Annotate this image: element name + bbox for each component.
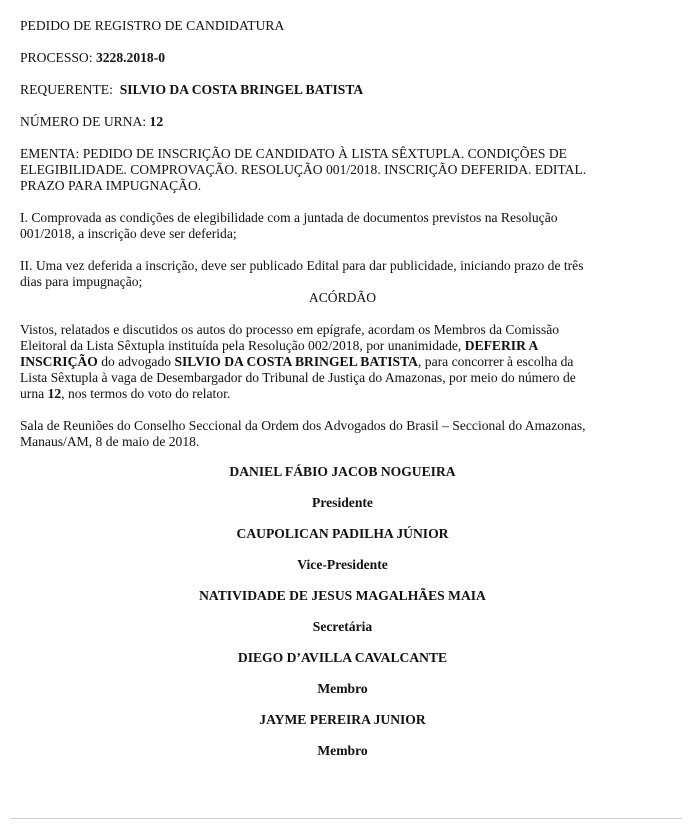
- item-one-line: 001/2018, a inscrição deve ser deferida;: [20, 226, 237, 241]
- bottom-divider: [10, 818, 682, 819]
- item-one: [20, 210, 665, 242]
- requerente-name: SILVIO DA COSTA BRINGEL BATISTA: [119, 82, 364, 97]
- sala-block: [20, 418, 665, 450]
- sala-line: Sala de Reuniões do Conselho Seccional da Ordem dos Advogados do Brasil – Seccional do Amazonas,: [20, 418, 586, 433]
- sala-line: Manaus/AM, 8 de maio de 2018.: [20, 434, 200, 449]
- requerente-label: REQUERENTE:: [20, 82, 113, 97]
- urna-line: [20, 114, 665, 130]
- signatory-role: Membro: [317, 681, 368, 696]
- acordao-line: Lista Sêxtupla à vaga de Desembargador do Tribunal de Justiça do Amazonas, por meio do número de: [20, 370, 576, 385]
- signatory-name: DIEGO D’AVILLA CAVALCANTE: [237, 650, 448, 665]
- ementa-block: [20, 146, 665, 194]
- acordao-line: Vistos, relatados e discutidos os autos do processo em epígrafe, acordam os Membros da Comissão: [20, 322, 560, 337]
- acordao-decision: INSCRIÇÃO: [20, 354, 98, 369]
- processo-line: [20, 50, 665, 66]
- requerente-line: [20, 82, 665, 98]
- acordao-heading: ACÓRDÃO: [308, 290, 377, 305]
- acordao-line: [20, 386, 665, 402]
- acordao-line: [20, 354, 665, 370]
- signatory-name: NATIVIDADE DE JESUS MAGALHÃES MAIA: [199, 588, 486, 603]
- item-one-line: I. Comprovada as condições de elegibilidade com a juntada de documentos previstos na Resolução: [20, 210, 558, 225]
- acordao-text: , nos termos do voto do relator.: [61, 386, 231, 401]
- acordao-text: urna: [20, 386, 48, 401]
- ementa-line: ELEGIBILIDADE. COMPROVAÇÃO. RESOLUÇÃO 001/2018. INSCRIÇÃO DEFERIDA. EDITAL.: [20, 162, 587, 177]
- signatory-role: Presidente: [312, 495, 373, 510]
- acordao-line: [20, 338, 665, 354]
- acordao-body: [20, 322, 665, 402]
- processo-number: 3228.2018-0: [95, 50, 166, 65]
- signatory-name: CAUPOLICAN PADILHA JÚNIOR: [236, 526, 449, 541]
- signatory-role: Secretária: [312, 619, 373, 634]
- acordao-text: , para concorrer à escolha da: [417, 354, 574, 369]
- candidate-name: SILVIO DA COSTA BRINGEL BATISTA: [174, 354, 418, 369]
- item-two: [20, 258, 665, 290]
- ementa-line: PRAZO PARA IMPUGNAÇÃO.: [20, 178, 202, 193]
- ementa-line: EMENTA: PEDIDO DE INSCRIÇÃO DE CANDIDATO À LISTA SÊXTUPLA. CONDIÇÕES DE: [20, 146, 567, 161]
- signatory-role: Vice-Presidente: [297, 557, 388, 572]
- acordao-decision: DEFERIR A: [464, 338, 539, 353]
- item-two-line: II. Uma vez deferida a inscrição, deve ser publicado Edital para dar publicidade, iniciando prazo de três: [20, 258, 584, 273]
- acordao-text: Eleitoral da Lista Sêxtupla instituída pela Resolução 002/2018, por unanimidade,: [20, 338, 465, 353]
- urna-number: 12: [149, 114, 164, 129]
- document-title: PEDIDO DE REGISTRO DE CANDIDATURA: [20, 18, 285, 33]
- processo-label: PROCESSO:: [20, 50, 93, 65]
- urna-number-inline: 12: [47, 386, 62, 401]
- urna-label: NÚMERO DE URNA:: [20, 114, 147, 129]
- signatory-role: Membro: [317, 743, 368, 758]
- acordao-text: do advogado: [97, 354, 175, 369]
- item-two-line: dias para impugnação;: [20, 274, 143, 289]
- signatory-name: JAYME PEREIRA JUNIOR: [259, 712, 426, 727]
- signatures: [20, 464, 665, 759]
- document-page: [20, 18, 665, 759]
- signatory-name: DANIEL FÁBIO JACOB NOGUEIRA: [229, 464, 456, 479]
